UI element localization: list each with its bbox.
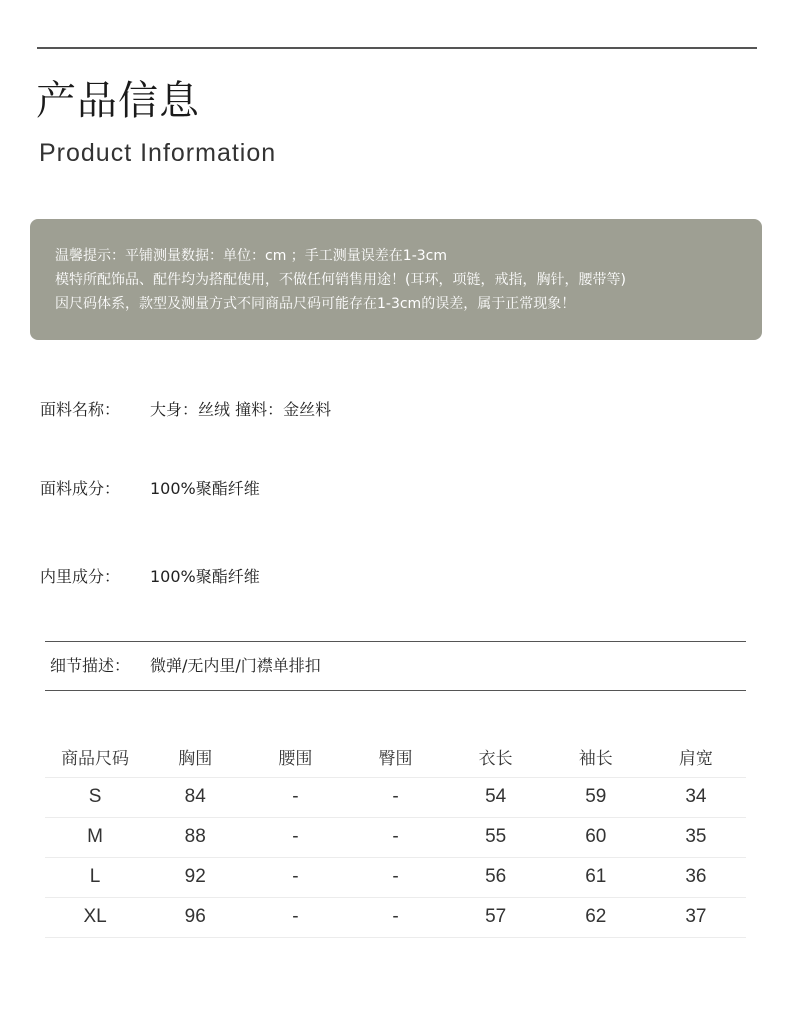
field-label: 面料成分： (40, 479, 121, 498)
table-cell: L (45, 857, 145, 897)
table-cell: 88 (145, 817, 245, 857)
table-row (45, 817, 746, 857)
table-cell: - (245, 817, 345, 857)
size-table (45, 737, 746, 938)
field-value: 微弹/无内里/门襟单排扣 (150, 656, 321, 675)
column-header: 臀围 (378, 749, 413, 770)
table-cell: - (245, 777, 345, 817)
table-cell: - (345, 817, 445, 857)
table-cell: 84 (145, 777, 245, 817)
table-cell: 36 (646, 857, 746, 897)
field-label: 细节描述： (50, 656, 131, 675)
table-row (45, 897, 746, 937)
table-cell: 34 (646, 777, 746, 817)
table-cell: 92 (145, 857, 245, 897)
table-cell: 59 (546, 777, 646, 817)
column-header: 衣长 (478, 749, 513, 770)
column-header: 胸围 (178, 749, 213, 770)
table-cell: - (345, 857, 445, 897)
table-cell: - (345, 777, 445, 817)
table-cell: 37 (646, 897, 746, 937)
page-title: 产品信息 (36, 78, 200, 124)
table-cell: 96 (145, 897, 245, 937)
field-value: 大身：丝绒 撞料：金丝料 (150, 400, 332, 419)
top-divider (37, 47, 757, 49)
table-cell: S (45, 777, 145, 817)
table-cell: 55 (446, 817, 546, 857)
lining-composition-row (40, 565, 260, 589)
table-cell: 56 (446, 857, 546, 897)
table-cell: - (345, 897, 445, 937)
table-cell: 60 (546, 817, 646, 857)
table-cell: 57 (446, 897, 546, 937)
field-label: 面料名称： (40, 400, 121, 419)
field-value: 100%聚酯纤维 (150, 479, 260, 498)
notice-line: 温馨提示：平铺测量数据：单位：cm ；手工测量误差在1-3cm (55, 248, 447, 264)
fabric-composition-row (40, 477, 260, 501)
fabric-name-row (40, 398, 331, 422)
column-header: 商品尺码 (61, 749, 130, 770)
table-cell: 62 (546, 897, 646, 937)
column-header: 肩宽 (678, 749, 713, 770)
page-subtitle: Product Information (39, 139, 277, 167)
table-cell: 35 (646, 817, 746, 857)
detail-divider-bottom (45, 690, 746, 691)
table-cell: - (245, 897, 345, 937)
notice-line: 因尺码体系，款型及测量方式不同商品尺码可能存在1-3cm的误差，属于正常现象！ (55, 296, 576, 312)
field-label: 内里成分： (40, 567, 121, 586)
table-row (45, 857, 746, 897)
column-header: 袖长 (578, 749, 613, 770)
column-header: 腰围 (278, 749, 313, 770)
table-header-row (45, 737, 746, 777)
table-cell: 61 (546, 857, 646, 897)
notice-box (30, 219, 762, 340)
table-row (45, 777, 746, 817)
field-value: 100%聚酯纤维 (150, 567, 260, 586)
table-cell: - (245, 857, 345, 897)
table-cell: M (45, 817, 145, 857)
detail-description-row (50, 654, 321, 678)
table-cell: 54 (446, 777, 546, 817)
notice-line: 模特所配饰品、配件均为搭配使用，不做任何销售用途！(耳环，项链，戒指，胸针，腰带等) (55, 272, 626, 288)
detail-divider-top (45, 641, 746, 642)
table-cell: XL (45, 897, 145, 937)
